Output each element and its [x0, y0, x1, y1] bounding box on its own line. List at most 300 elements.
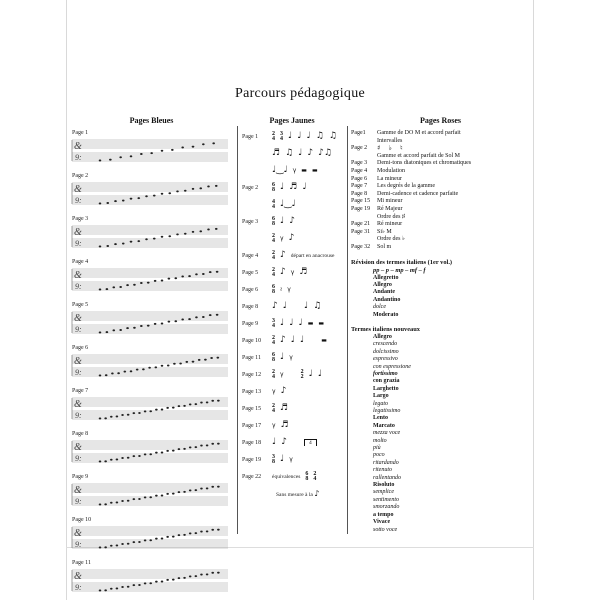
- bass-clef-icon: 9:: [75, 540, 82, 549]
- staff-page-label: Page 3: [72, 216, 89, 222]
- note-glyph: ♪: [307, 148, 314, 158]
- italian-term: Largo: [373, 393, 389, 400]
- time-signature-top: 2: [272, 334, 275, 341]
- roses-entry-text: [377, 198, 531, 206]
- rhythm-row: [242, 249, 344, 262]
- staff-page-label: Page 4: [72, 259, 89, 265]
- rhythm-page-label: Page 18: [242, 439, 262, 446]
- italian-term: crescendo: [373, 341, 398, 348]
- column-header-jaunes: Pages Jaunes: [269, 116, 315, 125]
- roses-page-label: Page 3: [351, 160, 368, 167]
- rhythm-tokens: [272, 370, 322, 380]
- time-signature-bottom: 4: [272, 254, 275, 261]
- roses-entry-text: [377, 244, 531, 252]
- note-glyph: ♩: [300, 335, 305, 345]
- time-signature-bottom: 8: [272, 356, 275, 363]
- italian-term: rallentando: [373, 474, 401, 481]
- italian-term: smorzando: [373, 504, 400, 511]
- italian-term: Allegro: [373, 281, 392, 288]
- note-glyph: ♩: [297, 131, 302, 141]
- staff-system: [70, 388, 234, 427]
- time-signature-top: 2: [272, 368, 275, 375]
- rhythm-tokens: [272, 285, 291, 295]
- rhythm-row: [242, 317, 344, 330]
- rhythm-page-label: Page 5: [242, 269, 259, 276]
- italian-term: Vivace: [373, 519, 391, 526]
- column-header-roses: Pages Roses: [419, 116, 462, 125]
- time-signature-top: 2: [272, 402, 275, 409]
- time-signature: [272, 319, 275, 329]
- rest-glyph: γ: [289, 455, 293, 463]
- time-signature-bottom: 8: [272, 220, 275, 227]
- rhythm-page-label: Page 19: [242, 456, 262, 463]
- italian-term: Lento: [373, 415, 388, 422]
- rhythm-page-label: Page 8: [242, 303, 259, 310]
- roses-page-label: Page1: [351, 130, 366, 136]
- time-signature: [272, 404, 275, 414]
- note-glyph: ♩: [317, 369, 323, 379]
- rhythm-tokens: [272, 166, 318, 175]
- notation-annotation: équivalences: [272, 473, 301, 480]
- roses-entry: [351, 221, 531, 229]
- note-glyph: ♩: [288, 131, 293, 141]
- grand-staff: [70, 438, 230, 465]
- time-signature-bottom: 8: [272, 458, 275, 465]
- rhythm-row: [242, 232, 344, 245]
- note-glyph: ♪: [281, 437, 287, 447]
- roses-entry-line: Ordre des ♯: [377, 213, 405, 220]
- revision-section-title: Révision des termes italiens (1er vol.): [351, 258, 453, 266]
- time-signature-top: 2: [272, 130, 275, 137]
- time-signature-bottom: 4: [272, 237, 275, 244]
- roses-entry: [351, 168, 531, 176]
- staff-page-label: Page 2: [72, 173, 89, 179]
- rhythm-page-label: Page 15: [242, 405, 262, 412]
- rhythm-row: [242, 130, 344, 143]
- page-title: Parcours pédagogique: [234, 86, 366, 101]
- rhythm-page-label: Page 3: [242, 218, 259, 225]
- rhythm-tokens: [272, 387, 286, 396]
- rest-glyph: γ: [289, 353, 293, 361]
- italian-term: Marcato: [373, 422, 395, 429]
- treble-clef-icon: &: [74, 485, 82, 496]
- rhythm-page-label: Page 1: [242, 133, 259, 140]
- rest-glyph: γ: [280, 234, 284, 242]
- time-signature-top: 2: [272, 249, 275, 256]
- italian-term: semplice: [373, 489, 394, 496]
- rhythm-row: [242, 470, 344, 483]
- roses-page-label: Page 31: [351, 228, 371, 235]
- rhythm-page-label: Page 4: [242, 252, 259, 259]
- time-signature: [272, 132, 275, 142]
- rest-glyph: γ: [292, 166, 297, 174]
- time-signature-bottom: 4: [280, 135, 283, 142]
- staff-system: [70, 173, 234, 212]
- staff-system: [70, 345, 234, 384]
- rhythm-page-label: Page 11: [242, 354, 261, 361]
- italian-term: legatissimo: [373, 408, 401, 414]
- rhythm-tokens: [272, 234, 294, 244]
- time-signature: [272, 234, 275, 244]
- note-glyph: ♩: [282, 301, 287, 311]
- treble-clef-icon: &: [74, 442, 82, 453]
- rhythm-tokens: [272, 404, 288, 414]
- note-glyph: ♩: [272, 437, 277, 447]
- roses-entry: [351, 176, 531, 184]
- italian-term: a tempo: [373, 511, 394, 518]
- rhythm-page-label: Page 2: [242, 184, 259, 191]
- note-glyph: ♩: [280, 318, 285, 328]
- grand-staff: [70, 395, 230, 422]
- treble-clef-icon: &: [74, 571, 82, 582]
- time-signature: [280, 132, 283, 142]
- treble-clef-icon: &: [74, 528, 82, 539]
- rhythm-page-label: Page 22: [242, 473, 262, 480]
- italian-term: sotto voce: [373, 526, 398, 533]
- measure-bracket: 4: [304, 439, 317, 446]
- time-signature-bottom: 8: [272, 186, 275, 193]
- nouveaux-section-title: Termes italiens nouveaux: [351, 325, 420, 333]
- italian-term: ritenuto: [373, 467, 392, 474]
- bass-clef-icon: 9:: [75, 153, 82, 162]
- note-glyph: ♩‿♩: [280, 199, 296, 209]
- italian-term: espressivo: [373, 356, 398, 363]
- time-signature-bottom: 4: [313, 475, 317, 482]
- notation-annotation: départ en anacrouse: [290, 252, 335, 259]
- roses-entry-line: Sol m: [377, 243, 392, 250]
- roses-entry-line: Mi mineur: [377, 198, 403, 205]
- roses-page-label: Page 19: [351, 205, 371, 212]
- rhythm-tokens: [272, 217, 295, 227]
- italian-term: poco: [373, 452, 385, 459]
- bass-clef-icon: 9:: [75, 282, 82, 291]
- italian-term: con espressione: [373, 363, 411, 370]
- italian-term: Risoluto: [373, 482, 395, 489]
- time-signature: [272, 251, 275, 261]
- roses-column: [351, 130, 531, 534]
- note-glyph: ♪: [280, 386, 287, 396]
- note-glyph: ♩: [306, 131, 311, 141]
- note-glyph: ♪: [280, 250, 286, 260]
- rhythm-tokens: [272, 183, 307, 193]
- grand-staff: [70, 266, 230, 293]
- time-signature-top: 6: [272, 181, 275, 188]
- italian-term: Andante: [373, 289, 396, 296]
- italian-term: Andantino: [373, 296, 401, 303]
- rhythm-tokens: [272, 319, 324, 329]
- rhythm-tokens: [272, 438, 317, 447]
- roses-entry-text: [377, 176, 531, 184]
- rest-glyph: ▬: [318, 319, 325, 327]
- italian-term: molto: [373, 437, 387, 444]
- time-signature-top: 6: [272, 283, 275, 290]
- roses-entry: [351, 206, 531, 221]
- staff-page-label: Page 10: [72, 517, 92, 523]
- time-signature-top: 2: [272, 232, 275, 239]
- rest-glyph: ▬: [311, 166, 318, 174]
- roses-entry-line: Ordre des ♭: [377, 236, 405, 243]
- note-glyph: ♪: [280, 335, 286, 345]
- note-glyph: ♩: [298, 148, 303, 158]
- staff-system: [70, 302, 234, 341]
- roses-entry-line: Demi-cadence et cadence parfaite: [377, 190, 459, 197]
- time-signature-bottom: 4: [272, 373, 275, 380]
- staff-page-label: Page 9: [72, 474, 89, 480]
- rhythm-row: [242, 283, 344, 296]
- roses-entry-text: [377, 168, 531, 176]
- bass-clef-icon: 9:: [75, 454, 82, 463]
- rhythm-tokens: [272, 421, 289, 430]
- staff-page-label: Page 5: [72, 302, 89, 308]
- rhythm-page-label: Page 10: [242, 337, 262, 344]
- bass-clef-icon: 9:: [75, 239, 82, 248]
- rhythm-tokens: [272, 149, 332, 158]
- note-glyph: ♩: [280, 182, 285, 192]
- rhythm-row: [242, 215, 344, 228]
- roses-entry-line: Demi-tons diatoniques et chromatiques: [377, 160, 472, 167]
- rhythm-row: [242, 334, 344, 347]
- treble-clef-icon: &: [74, 141, 82, 152]
- rhythm-row: [242, 198, 344, 211]
- roses-entry-text: [377, 160, 531, 168]
- roses-entry-text: [377, 130, 531, 145]
- rhythm-row: [242, 436, 344, 449]
- roses-entry: [351, 160, 531, 168]
- grand-staff: [70, 309, 230, 336]
- rest-glyph: ▬: [321, 336, 327, 344]
- bass-clef-icon: 9:: [75, 196, 82, 205]
- roses-entry-line: Ré Majeur: [377, 205, 403, 212]
- rhythm-row: [242, 181, 344, 194]
- roses-page-label: Page 15: [351, 198, 371, 205]
- roses-entry-line: Ré mineur: [377, 221, 403, 228]
- time-signature-top: 4: [272, 198, 275, 205]
- rhythm-tokens: [272, 132, 337, 142]
- staff-system: [70, 560, 234, 599]
- grand-staff: [70, 352, 230, 379]
- roses-entry: [351, 145, 531, 160]
- grand-staff: [70, 481, 230, 508]
- italian-term: legato: [373, 400, 388, 407]
- rhythm-row: [242, 385, 344, 398]
- rest-glyph: ≀: [280, 285, 283, 293]
- note-glyph: ♬: [289, 182, 298, 192]
- treble-clef-icon: &: [74, 399, 82, 410]
- grand-staff: [70, 524, 230, 551]
- column-header-bleues: Pages Bleues: [129, 116, 174, 125]
- roses-entry-text: [377, 221, 531, 229]
- time-signature-bottom: 4: [272, 339, 275, 346]
- rhythm-row: [242, 147, 344, 160]
- italian-term: con grazia: [373, 378, 400, 385]
- time-signature-top: 6: [272, 215, 275, 222]
- note-glyph: ♪: [289, 216, 295, 226]
- time-signature-top: 2: [272, 266, 275, 273]
- note-glyph: ♩: [308, 369, 313, 379]
- roses-entry-line: Gamme et accord parfait de Sol M: [377, 152, 460, 159]
- roses-entry-line: Si♭ M: [377, 228, 392, 235]
- bass-clef-icon: 9:: [75, 325, 82, 334]
- bass-clef-icon: 9:: [75, 411, 82, 420]
- jaunes-column: [242, 130, 344, 498]
- staff-system: [70, 259, 234, 298]
- italian-term: Allegro: [373, 333, 392, 340]
- staff-page-label: Page 1: [72, 130, 89, 136]
- rest-glyph: γ: [287, 285, 291, 293]
- time-signature-top: 6: [272, 351, 275, 358]
- note-glyph: ♬: [299, 267, 308, 277]
- note-glyph: ♫: [313, 301, 322, 311]
- italian-term: Allegretto: [373, 274, 399, 281]
- note-glyph: ♪: [288, 233, 295, 243]
- roses-page-label: Page 4: [351, 167, 368, 174]
- column-divider-left: [237, 126, 238, 534]
- note-glyph: ♩: [280, 454, 285, 464]
- note-glyph: ♬: [280, 420, 289, 430]
- rhythm-tokens: [272, 200, 296, 210]
- rhythm-row: [242, 351, 344, 364]
- italian-term: più: [373, 445, 381, 452]
- roses-entry: [351, 229, 531, 244]
- time-signature-bottom: 8: [305, 475, 309, 482]
- time-signature-top: 6: [305, 470, 309, 477]
- time-signature: [272, 353, 275, 363]
- bass-clef-icon: 9:: [75, 583, 82, 592]
- time-signature: [301, 370, 304, 380]
- time-signature-bottom: 4: [272, 203, 275, 210]
- rest-glyph: γ: [272, 387, 276, 395]
- roses-entry-line: Gamme de DO M et accord parfait: [377, 130, 461, 136]
- note-glyph: ♩: [298, 318, 303, 328]
- time-signature: [313, 472, 316, 482]
- note-glyph: ♬: [272, 148, 281, 158]
- roses-entry-text: [377, 229, 531, 244]
- dynamics-line: pp – p – mp – mf – f: [373, 266, 426, 274]
- note-glyph: ♩: [280, 352, 285, 362]
- grand-staff: [70, 137, 230, 164]
- staff-page-label: Page 11: [72, 560, 91, 566]
- time-signature: [272, 268, 275, 278]
- rest-glyph: γ: [290, 268, 295, 276]
- roses-entry: [351, 198, 531, 206]
- italian-term: dolce: [373, 304, 386, 311]
- column-divider-right: [347, 126, 348, 534]
- roses-page-label: Page 2: [351, 145, 368, 152]
- italian-term: sentimento: [373, 496, 399, 503]
- note-glyph: ♫: [328, 131, 337, 141]
- rhythm-tokens: [272, 455, 293, 465]
- rhythm-tokens: [272, 268, 307, 278]
- grand-staff: [70, 180, 230, 207]
- note-glyph: ♬: [280, 403, 289, 413]
- time-signature-bottom: 4: [272, 271, 275, 278]
- note-glyph: ♩: [290, 335, 295, 345]
- time-signature: [272, 370, 275, 380]
- treble-clef-icon: &: [74, 313, 82, 324]
- time-signature-bottom: 4: [272, 135, 275, 142]
- time-signature: [272, 285, 275, 295]
- time-signature-top: 3: [280, 130, 283, 137]
- roses-entry: [351, 191, 531, 199]
- jaunes-footer-text: Sans mesure à la: [276, 492, 315, 498]
- jaunes-footer-note: [276, 489, 344, 498]
- roses-entry-text: [377, 206, 531, 221]
- roses-entry: [351, 244, 531, 252]
- rhythm-row: [242, 453, 344, 466]
- italian-term: Larghetto: [373, 385, 399, 392]
- staff-page-label: Page 6: [72, 345, 89, 351]
- note-glyph: ♩: [304, 301, 309, 311]
- italian-term: mezza voce: [373, 430, 401, 437]
- roses-entry: [351, 130, 531, 145]
- rhythm-tokens: [272, 353, 293, 363]
- grand-staff: [70, 223, 230, 250]
- rhythm-row: [242, 368, 344, 381]
- note-glyph: ♩: [289, 318, 294, 328]
- roses-page-label: Page 21: [351, 221, 371, 228]
- rest-glyph: ▬: [301, 166, 307, 174]
- treble-clef-icon: &: [74, 184, 82, 195]
- rest-glyph: ▬: [307, 319, 314, 327]
- time-signature-top: 2: [300, 368, 304, 375]
- italian-term: Moderato: [373, 311, 399, 318]
- roses-entry-line: Modulation: [377, 167, 405, 174]
- time-signature-bottom: 4: [272, 322, 275, 329]
- roses-page-label: Page 6: [351, 175, 368, 182]
- rhythm-page-label: Page 9: [242, 320, 259, 327]
- rhythm-tokens: [272, 302, 321, 311]
- rhythm-row: [242, 266, 344, 279]
- italian-term: dolcissimo: [373, 348, 399, 355]
- rest-glyph: γ: [280, 370, 284, 378]
- time-signature: [272, 183, 275, 193]
- time-signature-top: 3: [272, 317, 275, 324]
- roses-entry-text: [377, 145, 531, 160]
- rhythm-page-label: Page 6: [242, 286, 259, 293]
- bass-clef-icon: 9:: [75, 368, 82, 377]
- accidentals-glyphs: ♯ ♭ ♮: [377, 144, 406, 153]
- rhythm-page-label: Page 13: [242, 388, 262, 395]
- note-glyph: ♫: [285, 148, 294, 158]
- time-signature-bottom: 4: [272, 407, 275, 414]
- time-signature: [272, 336, 275, 346]
- bleues-column: [70, 130, 234, 600]
- time-signature-bottom: 2: [300, 373, 304, 380]
- note-glyph: ♪♫: [318, 148, 332, 158]
- rhythm-row: [242, 300, 344, 313]
- grand-staff: [70, 567, 230, 594]
- treble-clef-icon: &: [74, 270, 82, 281]
- time-signature: [305, 472, 308, 482]
- staff-system: [70, 431, 234, 470]
- roses-entry-line: Intervalles: [377, 137, 403, 144]
- note-glyph: ♫: [315, 131, 324, 141]
- note-glyph: ♩: [302, 182, 307, 192]
- staff-system: [70, 130, 234, 169]
- time-signature: [272, 217, 275, 227]
- italian-term: fortissimo: [373, 370, 398, 377]
- rhythm-tokens: [272, 472, 316, 482]
- rhythm-page-label: Page 12: [242, 371, 262, 378]
- rhythm-row: [242, 402, 344, 415]
- note-glyph: ♪: [272, 301, 278, 311]
- treble-clef-icon: &: [74, 356, 82, 367]
- roses-entry-text: [377, 191, 531, 199]
- time-signature-top: 3: [272, 453, 275, 460]
- rest-glyph: γ: [272, 421, 276, 429]
- rhythm-page-label: Page 17: [242, 422, 262, 429]
- roses-entry-text: [377, 183, 531, 191]
